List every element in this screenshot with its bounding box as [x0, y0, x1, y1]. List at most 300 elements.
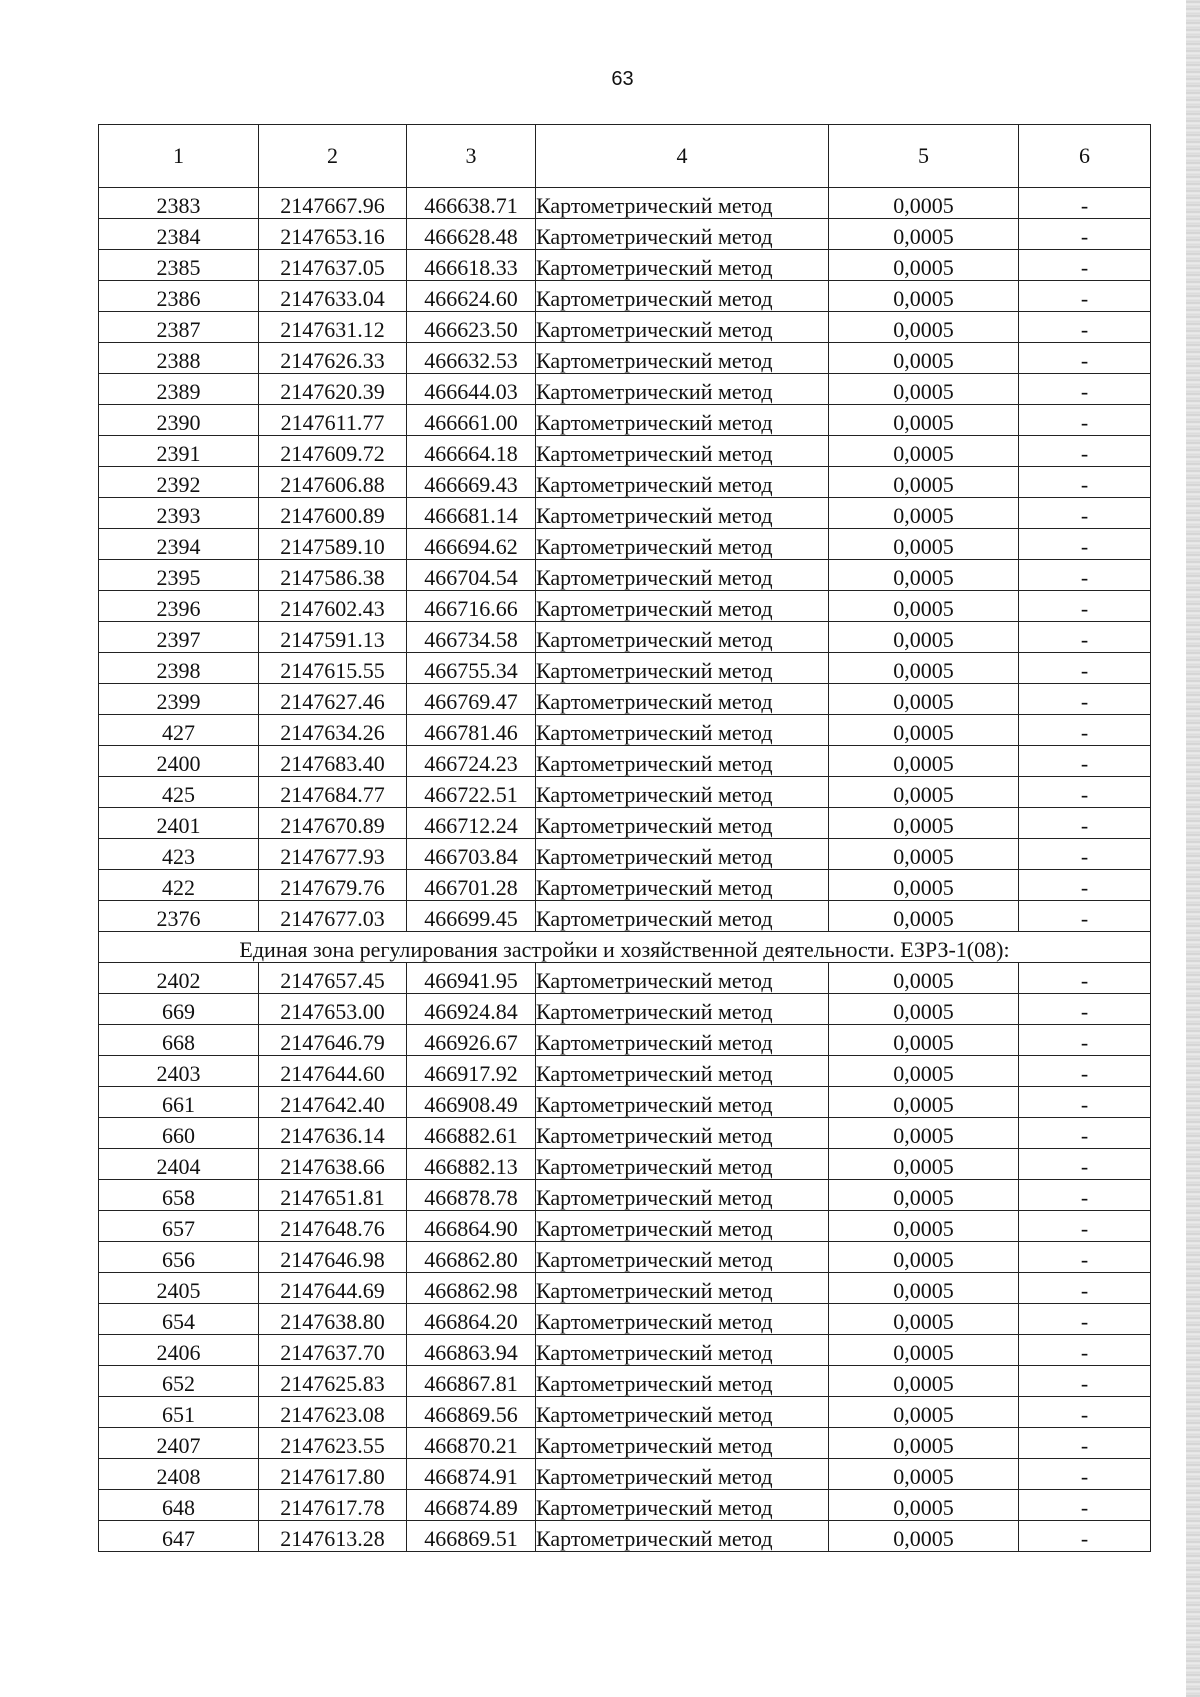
y-coordinate-cell: 466882.61 — [407, 1118, 536, 1149]
method-cell: Картометрический метод — [536, 1118, 829, 1149]
method-cell: Картометрический метод — [536, 901, 829, 932]
y-coordinate-cell: 466703.84 — [407, 839, 536, 870]
header-col-5: 5 — [829, 125, 1019, 188]
table-row — [99, 901, 1151, 932]
method-cell: Картометрический метод — [536, 529, 829, 560]
coordinates-table — [98, 124, 1151, 1552]
x-coordinate-cell: 2147638.66 — [259, 1149, 407, 1180]
precision-cell: 0,0005 — [829, 560, 1019, 591]
precision-cell: 0,0005 — [829, 467, 1019, 498]
point-number-cell: 2393 — [99, 498, 259, 529]
scan-edge-strip — [1186, 0, 1200, 1697]
table-row — [99, 1056, 1151, 1087]
description-cell: - — [1019, 560, 1151, 591]
method-cell: Картометрический метод — [536, 219, 829, 250]
x-coordinate-cell: 2147620.39 — [259, 374, 407, 405]
method-cell: Картометрический метод — [536, 994, 829, 1025]
precision-cell: 0,0005 — [829, 839, 1019, 870]
table-row — [99, 808, 1151, 839]
point-number-cell: 648 — [99, 1490, 259, 1521]
y-coordinate-cell: 466632.53 — [407, 343, 536, 374]
x-coordinate-cell: 2147631.12 — [259, 312, 407, 343]
method-cell: Картометрический метод — [536, 1428, 829, 1459]
point-number-cell: 422 — [99, 870, 259, 901]
method-cell: Картометрический метод — [536, 684, 829, 715]
table-row — [99, 591, 1151, 622]
point-number-cell: 2386 — [99, 281, 259, 312]
precision-cell: 0,0005 — [829, 808, 1019, 839]
table-row — [99, 343, 1151, 374]
x-coordinate-cell: 2147615.55 — [259, 653, 407, 684]
table-row — [99, 374, 1151, 405]
method-cell: Картометрический метод — [536, 405, 829, 436]
method-cell: Картометрический метод — [536, 1180, 829, 1211]
description-cell: - — [1019, 777, 1151, 808]
header-col-3: 3 — [407, 125, 536, 188]
table-row — [99, 1335, 1151, 1366]
y-coordinate-cell: 466869.51 — [407, 1521, 536, 1552]
method-cell: Картометрический метод — [536, 1397, 829, 1428]
point-number-cell: 661 — [99, 1087, 259, 1118]
table-row — [99, 1149, 1151, 1180]
method-cell: Картометрический метод — [536, 777, 829, 808]
method-cell: Картометрический метод — [536, 622, 829, 653]
y-coordinate-cell: 466867.81 — [407, 1366, 536, 1397]
x-coordinate-cell: 2147677.93 — [259, 839, 407, 870]
y-coordinate-cell: 466926.67 — [407, 1025, 536, 1056]
y-coordinate-cell: 466781.46 — [407, 715, 536, 746]
y-coordinate-cell: 466618.33 — [407, 250, 536, 281]
method-cell: Картометрический метод — [536, 1025, 829, 1056]
x-coordinate-cell: 2147684.77 — [259, 777, 407, 808]
x-coordinate-cell: 2147667.96 — [259, 188, 407, 219]
precision-cell: 0,0005 — [829, 312, 1019, 343]
table-row — [99, 1304, 1151, 1335]
precision-cell: 0,0005 — [829, 498, 1019, 529]
table-row — [99, 870, 1151, 901]
table-row — [99, 839, 1151, 870]
description-cell: - — [1019, 1304, 1151, 1335]
precision-cell: 0,0005 — [829, 1025, 1019, 1056]
x-coordinate-cell: 2147591.13 — [259, 622, 407, 653]
method-cell: Картометрический метод — [536, 653, 829, 684]
table-row — [99, 777, 1151, 808]
x-coordinate-cell: 2147646.98 — [259, 1242, 407, 1273]
y-coordinate-cell: 466864.90 — [407, 1211, 536, 1242]
x-coordinate-cell: 2147677.03 — [259, 901, 407, 932]
x-coordinate-cell: 2147646.79 — [259, 1025, 407, 1056]
point-number-cell: 2406 — [99, 1335, 259, 1366]
x-coordinate-cell: 2147638.80 — [259, 1304, 407, 1335]
method-cell: Картометрический метод — [536, 1149, 829, 1180]
y-coordinate-cell: 466704.54 — [407, 560, 536, 591]
table-row — [99, 963, 1151, 994]
table-body — [99, 188, 1151, 1552]
y-coordinate-cell: 466908.49 — [407, 1087, 536, 1118]
method-cell: Картометрический метод — [536, 436, 829, 467]
x-coordinate-cell: 2147679.76 — [259, 870, 407, 901]
y-coordinate-cell: 466917.92 — [407, 1056, 536, 1087]
description-cell: - — [1019, 1056, 1151, 1087]
point-number-cell: 2384 — [99, 219, 259, 250]
y-coordinate-cell: 466864.20 — [407, 1304, 536, 1335]
x-coordinate-cell: 2147653.16 — [259, 219, 407, 250]
y-coordinate-cell: 466681.14 — [407, 498, 536, 529]
table-row — [99, 1242, 1151, 1273]
point-number-cell: 427 — [99, 715, 259, 746]
precision-cell: 0,0005 — [829, 1180, 1019, 1211]
precision-cell: 0,0005 — [829, 529, 1019, 560]
point-number-cell: 651 — [99, 1397, 259, 1428]
precision-cell: 0,0005 — [829, 1366, 1019, 1397]
description-cell: - — [1019, 963, 1151, 994]
y-coordinate-cell: 466699.45 — [407, 901, 536, 932]
method-cell: Картометрический метод — [536, 1304, 829, 1335]
description-cell: - — [1019, 250, 1151, 281]
y-coordinate-cell: 466862.98 — [407, 1273, 536, 1304]
x-coordinate-cell: 2147651.81 — [259, 1180, 407, 1211]
x-coordinate-cell: 2147653.00 — [259, 994, 407, 1025]
precision-cell: 0,0005 — [829, 405, 1019, 436]
table-row — [99, 560, 1151, 591]
method-cell: Картометрический метод — [536, 591, 829, 622]
x-coordinate-cell: 2147657.45 — [259, 963, 407, 994]
point-number-cell: 2402 — [99, 963, 259, 994]
method-cell: Картометрический метод — [536, 1335, 829, 1366]
table-row — [99, 715, 1151, 746]
precision-cell: 0,0005 — [829, 374, 1019, 405]
point-number-cell: 658 — [99, 1180, 259, 1211]
y-coordinate-cell: 466924.84 — [407, 994, 536, 1025]
description-cell: - — [1019, 467, 1151, 498]
method-cell: Картометрический метод — [536, 1056, 829, 1087]
table-row — [99, 467, 1151, 498]
header-col-6: 6 — [1019, 125, 1151, 188]
description-cell: - — [1019, 312, 1151, 343]
page-number: 63 — [611, 68, 634, 90]
description-cell: - — [1019, 1149, 1151, 1180]
y-coordinate-cell: 466878.78 — [407, 1180, 536, 1211]
y-coordinate-cell: 466869.56 — [407, 1397, 536, 1428]
point-number-cell: 2390 — [99, 405, 259, 436]
description-cell: - — [1019, 901, 1151, 932]
method-cell: Картометрический метод — [536, 746, 829, 777]
precision-cell: 0,0005 — [829, 653, 1019, 684]
point-number-cell: 2405 — [99, 1273, 259, 1304]
x-coordinate-cell: 2147633.04 — [259, 281, 407, 312]
precision-cell: 0,0005 — [829, 684, 1019, 715]
method-cell: Картометрический метод — [536, 188, 829, 219]
x-coordinate-cell: 2147623.55 — [259, 1428, 407, 1459]
method-cell: Картометрический метод — [536, 281, 829, 312]
y-coordinate-cell: 466882.13 — [407, 1149, 536, 1180]
point-number-cell: 2396 — [99, 591, 259, 622]
method-cell: Картометрический метод — [536, 312, 829, 343]
description-cell: - — [1019, 498, 1151, 529]
description-cell: - — [1019, 1211, 1151, 1242]
method-cell: Картометрический метод — [536, 1366, 829, 1397]
point-number-cell: 2398 — [99, 653, 259, 684]
y-coordinate-cell: 466712.24 — [407, 808, 536, 839]
table-row — [99, 188, 1151, 219]
precision-cell: 0,0005 — [829, 343, 1019, 374]
point-number-cell: 647 — [99, 1521, 259, 1552]
precision-cell: 0,0005 — [829, 1490, 1019, 1521]
description-cell: - — [1019, 1335, 1151, 1366]
x-coordinate-cell: 2147636.14 — [259, 1118, 407, 1149]
point-number-cell: 668 — [99, 1025, 259, 1056]
description-cell: - — [1019, 684, 1151, 715]
table-row — [99, 312, 1151, 343]
point-number-cell: 2401 — [99, 808, 259, 839]
method-cell: Картометрический метод — [536, 963, 829, 994]
x-coordinate-cell: 2147637.05 — [259, 250, 407, 281]
precision-cell: 0,0005 — [829, 870, 1019, 901]
point-number-cell: 2399 — [99, 684, 259, 715]
precision-cell: 0,0005 — [829, 591, 1019, 622]
point-number-cell: 423 — [99, 839, 259, 870]
description-cell: - — [1019, 622, 1151, 653]
table-row — [99, 436, 1151, 467]
precision-cell: 0,0005 — [829, 1211, 1019, 1242]
point-number-cell: 652 — [99, 1366, 259, 1397]
method-cell: Картометрический метод — [536, 250, 829, 281]
x-coordinate-cell: 2147613.28 — [259, 1521, 407, 1552]
description-cell: - — [1019, 1521, 1151, 1552]
precision-cell: 0,0005 — [829, 901, 1019, 932]
description-cell: - — [1019, 839, 1151, 870]
point-number-cell: 2391 — [99, 436, 259, 467]
x-coordinate-cell: 2147589.10 — [259, 529, 407, 560]
point-number-cell: 2400 — [99, 746, 259, 777]
x-coordinate-cell: 2147623.08 — [259, 1397, 407, 1428]
x-coordinate-cell: 2147600.89 — [259, 498, 407, 529]
x-coordinate-cell: 2147606.88 — [259, 467, 407, 498]
description-cell: - — [1019, 1025, 1151, 1056]
x-coordinate-cell: 2147644.60 — [259, 1056, 407, 1087]
precision-cell: 0,0005 — [829, 1242, 1019, 1273]
description-cell: - — [1019, 1273, 1151, 1304]
precision-cell: 0,0005 — [829, 250, 1019, 281]
table-row — [99, 653, 1151, 684]
point-number-cell: 2376 — [99, 901, 259, 932]
description-cell: - — [1019, 281, 1151, 312]
point-number-cell: 2403 — [99, 1056, 259, 1087]
section-title-row — [99, 932, 1151, 963]
point-number-cell: 660 — [99, 1118, 259, 1149]
description-cell: - — [1019, 1366, 1151, 1397]
table-row — [99, 219, 1151, 250]
precision-cell: 0,0005 — [829, 188, 1019, 219]
description-cell: - — [1019, 1118, 1151, 1149]
method-cell: Картометрический метод — [536, 560, 829, 591]
table-row — [99, 1025, 1151, 1056]
precision-cell: 0,0005 — [829, 1521, 1019, 1552]
method-cell: Картометрический метод — [536, 498, 829, 529]
y-coordinate-cell: 466623.50 — [407, 312, 536, 343]
table-row — [99, 1490, 1151, 1521]
table-row — [99, 405, 1151, 436]
precision-cell: 0,0005 — [829, 1087, 1019, 1118]
y-coordinate-cell: 466870.21 — [407, 1428, 536, 1459]
method-cell: Картометрический метод — [536, 1459, 829, 1490]
description-cell: - — [1019, 1490, 1151, 1521]
x-coordinate-cell: 2147602.43 — [259, 591, 407, 622]
x-coordinate-cell: 2147617.80 — [259, 1459, 407, 1490]
table-row — [99, 1180, 1151, 1211]
description-cell: - — [1019, 188, 1151, 219]
x-coordinate-cell: 2147626.33 — [259, 343, 407, 374]
method-cell: Картометрический метод — [536, 467, 829, 498]
point-number-cell: 656 — [99, 1242, 259, 1273]
x-coordinate-cell: 2147586.38 — [259, 560, 407, 591]
table-row — [99, 1273, 1151, 1304]
table-row — [99, 1087, 1151, 1118]
y-coordinate-cell: 466755.34 — [407, 653, 536, 684]
point-number-cell: 2397 — [99, 622, 259, 653]
method-cell: Картометрический метод — [536, 1211, 829, 1242]
point-number-cell: 425 — [99, 777, 259, 808]
point-number-cell: 2395 — [99, 560, 259, 591]
description-cell: - — [1019, 374, 1151, 405]
y-coordinate-cell: 466862.80 — [407, 1242, 536, 1273]
x-coordinate-cell: 2147634.26 — [259, 715, 407, 746]
point-number-cell: 2407 — [99, 1428, 259, 1459]
description-cell: - — [1019, 808, 1151, 839]
description-cell: - — [1019, 343, 1151, 374]
precision-cell: 0,0005 — [829, 746, 1019, 777]
precision-cell: 0,0005 — [829, 436, 1019, 467]
precision-cell: 0,0005 — [829, 1273, 1019, 1304]
y-coordinate-cell: 466734.58 — [407, 622, 536, 653]
table-row — [99, 1118, 1151, 1149]
table-row — [99, 250, 1151, 281]
point-number-cell: 2385 — [99, 250, 259, 281]
table-row — [99, 1521, 1151, 1552]
method-cell: Картометрический метод — [536, 839, 829, 870]
precision-cell: 0,0005 — [829, 963, 1019, 994]
table-row — [99, 1211, 1151, 1242]
description-cell: - — [1019, 405, 1151, 436]
method-cell: Картометрический метод — [536, 1242, 829, 1273]
x-coordinate-cell: 2147648.76 — [259, 1211, 407, 1242]
header-row — [99, 125, 1151, 188]
y-coordinate-cell: 466874.91 — [407, 1459, 536, 1490]
description-cell: - — [1019, 1428, 1151, 1459]
description-cell: - — [1019, 529, 1151, 560]
point-number-cell: 2383 — [99, 188, 259, 219]
x-coordinate-cell: 2147670.89 — [259, 808, 407, 839]
y-coordinate-cell: 466638.71 — [407, 188, 536, 219]
table-row — [99, 622, 1151, 653]
x-coordinate-cell: 2147611.77 — [259, 405, 407, 436]
point-number-cell: 2387 — [99, 312, 259, 343]
point-number-cell: 654 — [99, 1304, 259, 1335]
description-cell: - — [1019, 653, 1151, 684]
method-cell: Картометрический метод — [536, 1273, 829, 1304]
x-coordinate-cell: 2147625.83 — [259, 1366, 407, 1397]
precision-cell: 0,0005 — [829, 1149, 1019, 1180]
table-row — [99, 1428, 1151, 1459]
table-row — [99, 281, 1151, 312]
y-coordinate-cell: 466941.95 — [407, 963, 536, 994]
precision-cell: 0,0005 — [829, 1335, 1019, 1366]
description-cell: - — [1019, 591, 1151, 622]
method-cell: Картометрический метод — [536, 1490, 829, 1521]
table-row — [99, 746, 1151, 777]
point-number-cell: 2408 — [99, 1459, 259, 1490]
precision-cell: 0,0005 — [829, 1428, 1019, 1459]
method-cell: Картометрический метод — [536, 870, 829, 901]
y-coordinate-cell: 466874.89 — [407, 1490, 536, 1521]
point-number-cell: 669 — [99, 994, 259, 1025]
table-row — [99, 529, 1151, 560]
section-title: Единая зона регулирования застройки и хозяйственной деятельности. ЕЗРЗ-1(08): — [99, 932, 1151, 963]
description-cell: - — [1019, 994, 1151, 1025]
precision-cell: 0,0005 — [829, 1056, 1019, 1087]
precision-cell: 0,0005 — [829, 994, 1019, 1025]
description-cell: - — [1019, 870, 1151, 901]
precision-cell: 0,0005 — [829, 219, 1019, 250]
y-coordinate-cell: 466644.03 — [407, 374, 536, 405]
precision-cell: 0,0005 — [829, 1118, 1019, 1149]
method-cell: Картометрический метод — [536, 374, 829, 405]
table-row — [99, 1366, 1151, 1397]
y-coordinate-cell: 466701.28 — [407, 870, 536, 901]
x-coordinate-cell: 2147609.72 — [259, 436, 407, 467]
x-coordinate-cell: 2147642.40 — [259, 1087, 407, 1118]
y-coordinate-cell: 466724.23 — [407, 746, 536, 777]
method-cell: Картометрический метод — [536, 1087, 829, 1118]
x-coordinate-cell: 2147617.78 — [259, 1490, 407, 1521]
y-coordinate-cell: 466716.66 — [407, 591, 536, 622]
y-coordinate-cell: 466769.47 — [407, 684, 536, 715]
x-coordinate-cell: 2147637.70 — [259, 1335, 407, 1366]
point-number-cell: 657 — [99, 1211, 259, 1242]
description-cell: - — [1019, 1459, 1151, 1490]
description-cell: - — [1019, 1397, 1151, 1428]
description-cell: - — [1019, 1242, 1151, 1273]
description-cell: - — [1019, 1087, 1151, 1118]
point-number-cell: 2388 — [99, 343, 259, 374]
y-coordinate-cell: 466664.18 — [407, 436, 536, 467]
method-cell: Картометрический метод — [536, 715, 829, 746]
description-cell: - — [1019, 746, 1151, 777]
point-number-cell: 2389 — [99, 374, 259, 405]
point-number-cell: 2392 — [99, 467, 259, 498]
precision-cell: 0,0005 — [829, 1304, 1019, 1335]
table-header — [99, 125, 1151, 188]
description-cell: - — [1019, 1180, 1151, 1211]
y-coordinate-cell: 466722.51 — [407, 777, 536, 808]
header-col-2: 2 — [259, 125, 407, 188]
header-col-4: 4 — [536, 125, 829, 188]
point-number-cell: 2394 — [99, 529, 259, 560]
x-coordinate-cell: 2147683.40 — [259, 746, 407, 777]
point-number-cell: 2404 — [99, 1149, 259, 1180]
y-coordinate-cell: 466669.43 — [407, 467, 536, 498]
description-cell: - — [1019, 715, 1151, 746]
y-coordinate-cell: 466863.94 — [407, 1335, 536, 1366]
method-cell: Картометрический метод — [536, 343, 829, 374]
header-col-1: 1 — [99, 125, 259, 188]
y-coordinate-cell: 466661.00 — [407, 405, 536, 436]
description-cell: - — [1019, 436, 1151, 467]
precision-cell: 0,0005 — [829, 281, 1019, 312]
precision-cell: 0,0005 — [829, 1397, 1019, 1428]
table-row — [99, 498, 1151, 529]
x-coordinate-cell: 2147644.69 — [259, 1273, 407, 1304]
